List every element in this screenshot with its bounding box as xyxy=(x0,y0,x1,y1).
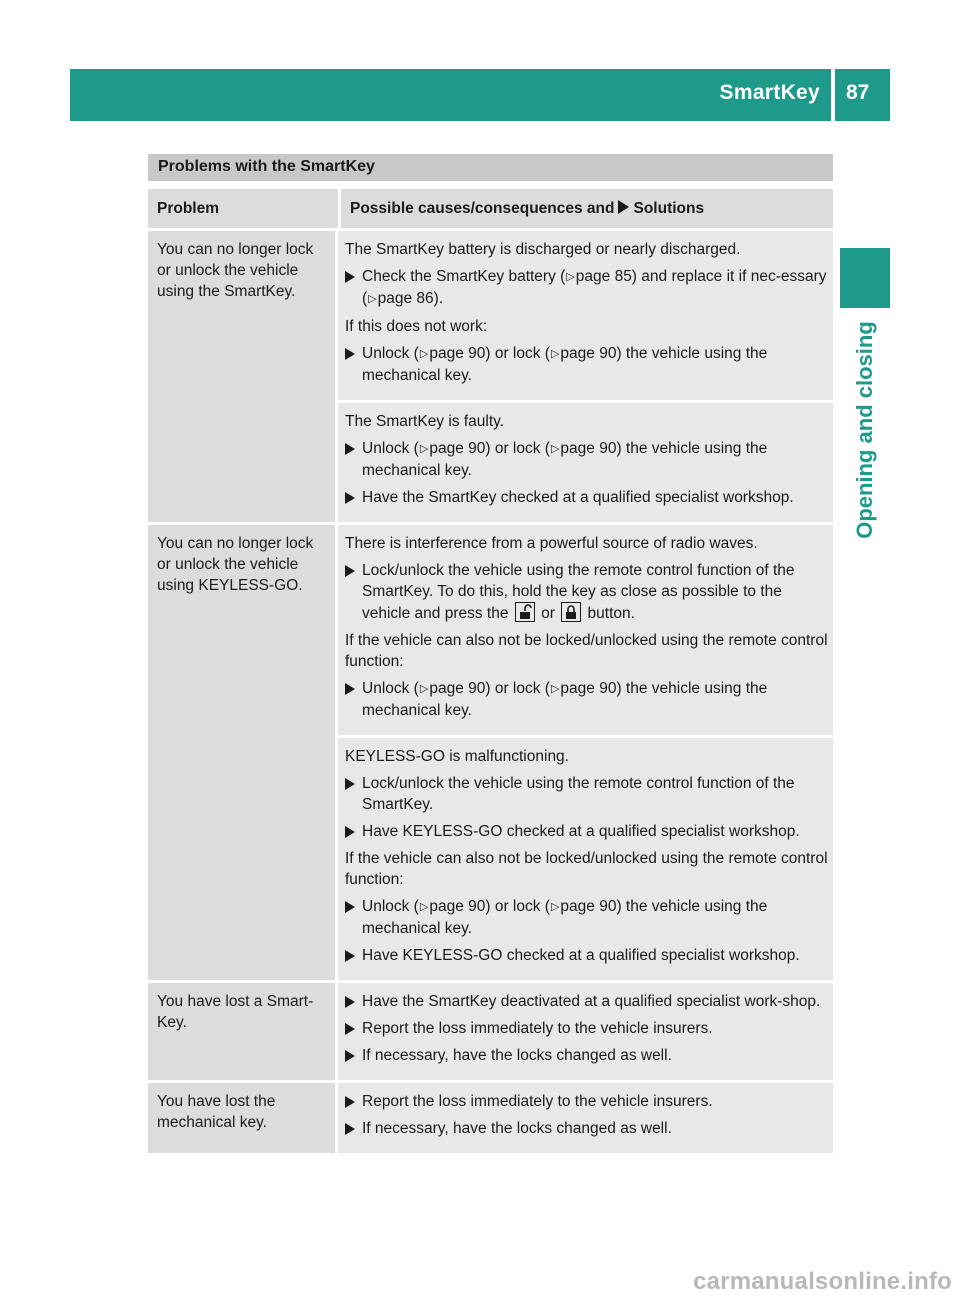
arrow-right-icon xyxy=(345,1050,355,1062)
header-divider xyxy=(831,69,835,121)
solution-cell xyxy=(338,738,833,983)
column-header-problem: Problem xyxy=(148,189,338,231)
solution-cell xyxy=(338,983,833,1083)
problems-table xyxy=(148,189,833,1156)
page-ref-text: page 90) or lock ( xyxy=(429,345,550,362)
solution-step xyxy=(345,560,829,624)
page-ref-icon: ▷ xyxy=(419,348,429,360)
cause-text: If the vehicle can also not be locked/unlocked using the remote control function: xyxy=(345,632,828,670)
step-text: Unlock ( xyxy=(362,680,419,697)
problem-cell: You can no longer lock or unlock the vehicle using KEYLESS-GO. xyxy=(148,525,338,983)
page-ref-icon: ▷ xyxy=(419,683,429,695)
solution-step xyxy=(345,678,829,721)
column-header-solutions-text-2: Solutions xyxy=(633,200,705,217)
table-body xyxy=(148,231,833,1156)
arrow-right-icon xyxy=(345,565,355,577)
solution-step xyxy=(345,896,829,939)
page-ref-text: page 90) the vehicle using the mechanical key. xyxy=(362,680,768,719)
page-ref-text: page 90) the vehicle using the mechanical key. xyxy=(362,440,768,479)
column-header-solutions-text: Possible causes/consequences and xyxy=(350,200,615,217)
arrow-right-icon xyxy=(345,271,355,283)
arrow-right-icon xyxy=(345,996,355,1008)
table-row xyxy=(148,525,833,738)
solution-step xyxy=(345,773,829,815)
problem-cell: You have lost a Smart-Key. xyxy=(148,983,338,1083)
chapter-tab xyxy=(840,310,890,550)
section-title: Problems with the SmartKey xyxy=(148,154,833,181)
step-text: Have KEYLESS-GO checked at a qualified specialist workshop. xyxy=(362,947,800,964)
solution-step xyxy=(345,1091,829,1112)
lock-button-icon xyxy=(561,602,581,622)
step-text: Lock/unlock the vehicle using the remote control function of the SmartKey. To do this, hold the key as close as possible to the vehicle and press the xyxy=(362,562,795,622)
chapter-tab-label: Opening and closing xyxy=(852,321,877,539)
header-bar xyxy=(70,69,890,121)
solution-cell xyxy=(338,525,833,738)
page-ref-text: page 86). xyxy=(377,290,444,307)
solution-cell xyxy=(338,1083,833,1156)
step-text: Have the SmartKey checked at a qualified specialist workshop. xyxy=(362,489,794,506)
watermark: carmanualsonline.info xyxy=(693,1268,952,1295)
solution-step xyxy=(345,266,829,310)
arrow-right-icon xyxy=(618,200,629,214)
page-ref-icon: ▷ xyxy=(550,443,560,455)
solution-step xyxy=(345,821,829,842)
cause-text: If the vehicle can also not be locked/unlocked using the remote control function: xyxy=(345,850,828,888)
solution-step xyxy=(345,343,829,386)
solution-step xyxy=(345,438,829,481)
page-ref-icon: ▷ xyxy=(419,443,429,455)
arrow-right-icon xyxy=(345,901,355,913)
step-text: Report the loss immediately to the vehicle insurers. xyxy=(362,1093,713,1110)
problem-cell: You have lost the mechanical key. xyxy=(148,1083,338,1156)
table-row xyxy=(148,983,833,1083)
page-ref-icon: ▷ xyxy=(550,683,560,695)
page-ref-icon: ▷ xyxy=(566,271,575,283)
cause-text: There is interference from a powerful source of radio waves. xyxy=(345,535,758,552)
step-text: Unlock ( xyxy=(362,440,419,457)
step-text: Unlock ( xyxy=(362,345,419,362)
solution-step xyxy=(345,945,829,966)
table-row xyxy=(148,231,833,403)
cause-text: The SmartKey battery is discharged or nearly discharged. xyxy=(345,241,741,258)
solution-step xyxy=(345,1018,829,1039)
page-ref-text: page 85) and replace it if nec-essary ( xyxy=(362,268,827,307)
arrow-right-icon xyxy=(345,778,355,790)
cause-text: The SmartKey is faulty. xyxy=(345,413,505,430)
arrow-right-icon xyxy=(345,492,355,504)
page-ref-text: page 90) or lock ( xyxy=(429,898,550,915)
arrow-right-icon xyxy=(345,1096,355,1108)
solution-cell xyxy=(338,231,833,403)
chapter-tab-marker xyxy=(840,248,890,308)
step-text: Have KEYLESS-GO checked at a qualified specialist workshop. xyxy=(362,823,800,840)
step-text: Unlock ( xyxy=(362,898,419,915)
arrow-right-icon xyxy=(345,683,355,695)
table-row xyxy=(148,1083,833,1156)
cause-text: KEYLESS-GO is malfunctioning. xyxy=(345,748,569,765)
step-text: If necessary, have the locks changed as well. xyxy=(362,1047,672,1064)
page-ref-text: page 90) or lock ( xyxy=(429,440,550,457)
arrow-right-icon xyxy=(345,950,355,962)
solution-step xyxy=(345,991,829,1012)
step-text: Lock/unlock the vehicle using the remote control function of the SmartKey. xyxy=(362,775,795,813)
solution-cell xyxy=(338,403,833,525)
solution-step xyxy=(345,487,829,508)
arrow-right-icon xyxy=(345,1023,355,1035)
unlock-button-icon xyxy=(515,602,535,622)
page-ref-icon: ▷ xyxy=(550,348,560,360)
arrow-right-icon xyxy=(345,1123,355,1135)
page-ref-icon: ▷ xyxy=(368,293,377,305)
solution-step xyxy=(345,1118,829,1139)
cause-text: If this does not work: xyxy=(345,318,488,335)
step-text: If necessary, have the locks changed as well. xyxy=(362,1120,672,1137)
arrow-right-icon xyxy=(345,348,355,360)
step-text: Have the SmartKey deactivated at a qualified specialist work-shop. xyxy=(362,993,821,1010)
arrow-right-icon xyxy=(345,826,355,838)
table-header-row xyxy=(148,189,833,231)
step-text: Report the loss immediately to the vehicle insurers. xyxy=(362,1020,713,1037)
page-ref-text: page 90) the vehicle using the mechanical key. xyxy=(362,898,768,937)
page-number: 87 xyxy=(846,81,870,104)
solution-step xyxy=(345,1045,829,1066)
page-ref-icon: ▷ xyxy=(419,901,429,913)
arrow-right-icon xyxy=(345,443,355,455)
header-title: SmartKey xyxy=(719,81,820,104)
step-text: or xyxy=(541,605,555,622)
problem-cell: You can no longer lock or unlock the vehicle using the SmartKey. xyxy=(148,231,338,525)
step-text: Check the SmartKey battery ( xyxy=(362,268,566,285)
column-header-solutions xyxy=(338,189,833,231)
step-text: button. xyxy=(587,605,635,622)
page-ref-text: page 90) or lock ( xyxy=(429,680,550,697)
page-ref-text: page 90) the vehicle using the mechanical key. xyxy=(362,345,768,384)
page-ref-icon: ▷ xyxy=(550,901,560,913)
